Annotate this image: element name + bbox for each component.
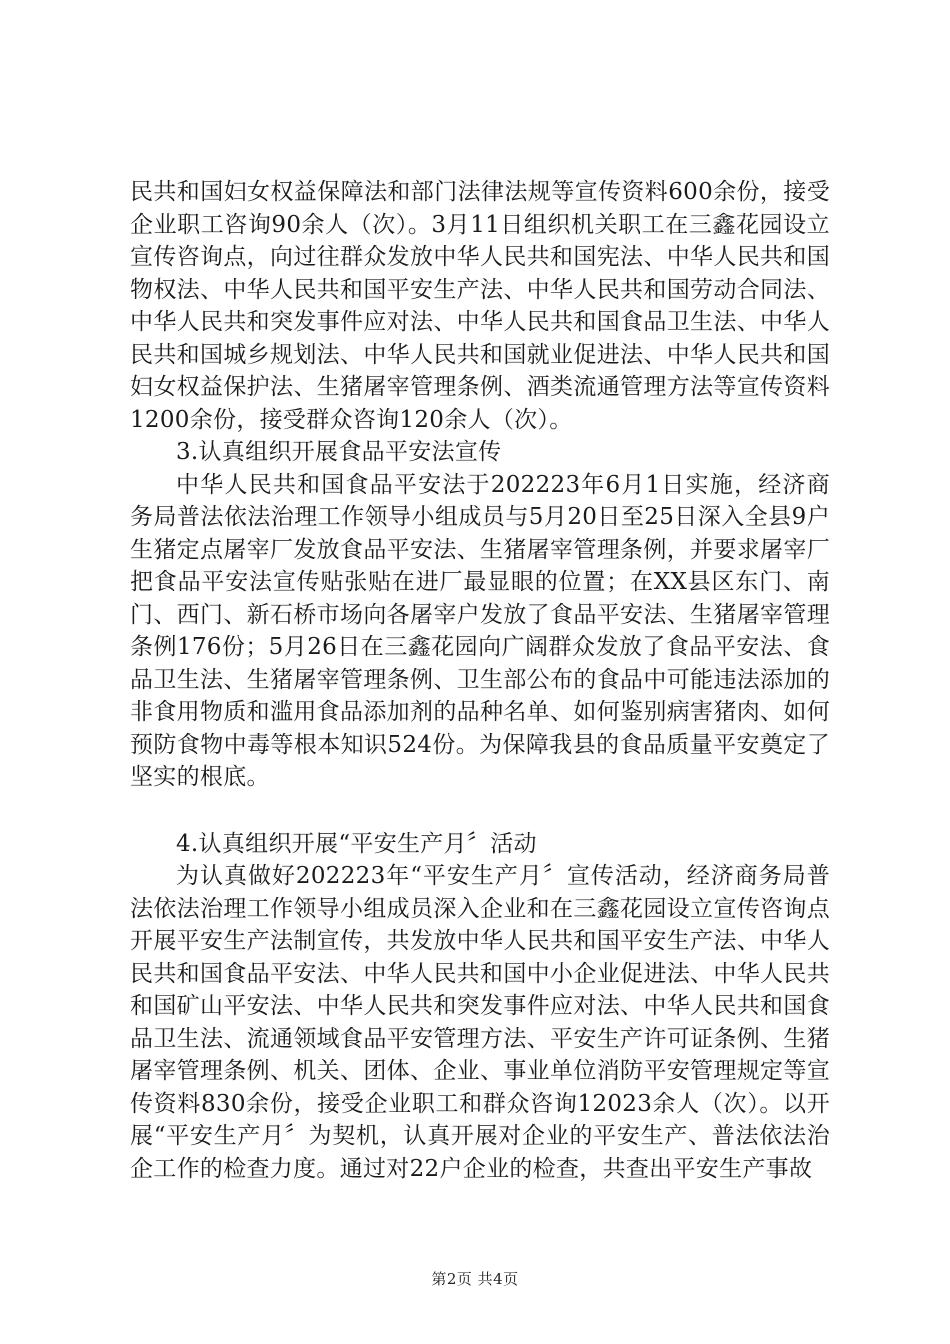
paragraph-spacer xyxy=(130,794,830,828)
document-body xyxy=(130,176,830,1185)
paragraph-safety-month: 为认真做好202223年“平安生产月〞宣传活动，经济商务局普法依法治理工作领导小组成员深入企业和在三鑫花园设立宣传咨询点开展平安生产法制宣传，共发放中华人民共和国平安生产法、中华人民共和国食品平安法、中华人民共和国中小企业促进法、中华人民共和国矿山平安法、中华人民共和突发事件应对法、中华人民共和国食品卫生法、流通领域食品平安管理方法、平安生产许可证条例、生猪屠宰管理条例、机关、团体、企业、事业单位消防平安管理规定等宣传资料830余份，接受企业职工和群众咨询12023余人（次）。以开展“平安生产月〞为契机，认真开展对企业的平安生产、普法依法治企工作的检查力度。通过对22户企业的检查，共查出平安生产事故 xyxy=(130,863,830,1182)
section-heading-food-safety: 3.认真组织开展食品平安法宣传 xyxy=(176,439,502,465)
paragraph-continuation: 民共和国妇女权益保障法和部门法律法规等宣传资料600余份，接受企业职工咨询90余人（次）。3月11日组织机关职工在三鑫花园设立宣传咨询点，向过往群众发放中华人民共和国宪法、中华人民共和国物权法、中华人民共和国平安生产法、中华人民共和国劳动合同法、中华人民共和突发事件应对法、中华人民共和国食品卫生法、中华人民共和国城乡规划法、中华人民共和国就业促进法、中华人民共和国妇女权益保护法、生猪屠宰管理条例、酒类流通管理方法等宣传资料1200余份，接受群众咨询120余人（次）。 xyxy=(130,179,830,433)
page-number-footer: 第2页 共4页 xyxy=(431,1270,519,1288)
section-heading-safety-month: 4.认真组织开展“平安生产月〞活动 xyxy=(176,830,537,857)
paragraph-food-safety: 中华人民共和国食品平安法于202223年6月1日实施，经济商务局普法依法治理工作领导小组成员与5月20日至25日深入全县9户生猪定点屠宰厂发放食品平安法、生猪屠宰管理条例，并要求屠宰厂把食品平安法宣传贴张贴在进厂最显眼的位置；在XX县区东门、南门、西门、新石桥市场向各屠宰户发放了食品平安法、生猪屠宰管理条例176份；5月26日在三鑫花园向广阔群众发放了食品平安法、食品卫生法、生猪屠宰管理条例、卫生部公布的食品中可能违法添加的非食用物质和滥用食品添加剂的品种名单、如何鉴别病害猪肉、如何预防食物中毒等根本知识524份。为保障我县的食品质量平安奠定了坚实的根底。 xyxy=(130,471,830,790)
